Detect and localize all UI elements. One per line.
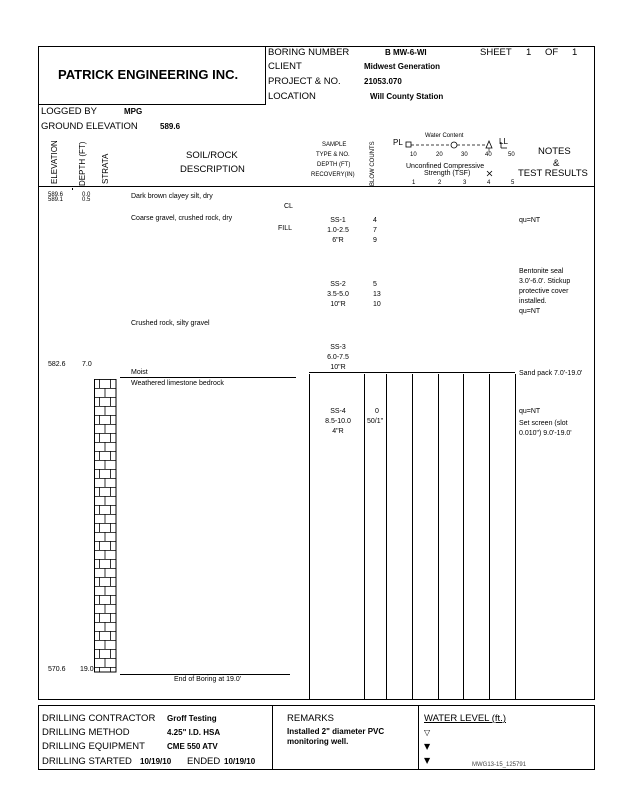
equipment-label: DRILLING EQUIPMENT	[42, 741, 145, 752]
sample-ss3-recovery: 10"R	[330, 364, 346, 371]
water-level-symbol-1: ▽	[424, 728, 431, 737]
sample-ss2-depth: 3.5-5.0	[327, 291, 349, 298]
ss1-blow-1: 4	[373, 217, 377, 224]
col-desc-2: DESCRIPTION	[180, 164, 245, 175]
col-notes-3: TEST RESULTS	[518, 168, 588, 179]
top-elevation-b: 589.1	[48, 197, 64, 203]
location-value: Will County Station	[370, 92, 444, 101]
col-line-depth	[72, 188, 73, 190]
ll-label: LL	[499, 137, 508, 146]
desc-weathered-limestone: Weathered limestone bedrock	[131, 380, 224, 387]
ss2-blow-3: 10	[373, 301, 381, 308]
ground-elevation-label: GROUND ELEVATION	[41, 121, 138, 132]
top-elevation-a: 589.6	[48, 192, 64, 198]
col-notes-2: &	[553, 158, 560, 169]
ended-value: 10/19/10	[224, 757, 256, 766]
col-line-blows-left	[364, 374, 365, 699]
note-qu-3: qu=NT	[519, 408, 541, 415]
water-level-symbol-3: ▼	[424, 756, 431, 765]
document-id: MWG13-15_125791	[472, 762, 527, 768]
company-name: PATRICK ENGINEERING INC.	[58, 67, 239, 82]
water-content-label: Water Content	[425, 133, 464, 139]
col-strata: STRATA	[101, 153, 110, 184]
col-line-notes-left	[515, 374, 516, 699]
footer-div-2	[418, 705, 419, 770]
note-bentonite-4: installed.	[519, 298, 547, 305]
started-value: 10/19/10	[140, 757, 172, 766]
water-level-symbol-2: ▼	[424, 742, 431, 751]
col-sample-1: SAMPLE	[322, 142, 347, 148]
frame-right	[594, 46, 595, 700]
wc-tick-20: 20	[436, 152, 443, 158]
mid-depth: 7.0	[82, 361, 92, 368]
col-sample-3: DEPTH (FT)	[317, 162, 351, 168]
logged-by-label: LOGGED BY	[41, 106, 97, 117]
sample-ss1-id: SS-1	[330, 217, 346, 224]
col-sample-4: RECOVERY(IN)	[311, 172, 355, 178]
sample-ss4-id: SS-4	[330, 408, 346, 415]
note-qu-2: qu=NT	[519, 308, 541, 315]
method-value: 4.25" I.D. HSA	[167, 728, 221, 737]
end-of-boring: End of Boring at 19.0'	[174, 676, 242, 683]
note-sand-pack: Sand pack 7.0'-19.0'	[519, 370, 583, 377]
sample-ss3-depth: 6.0-7.5	[327, 354, 349, 361]
note-bentonite-1: Bentonite seal	[519, 268, 564, 275]
note-screen-1: Set screen (slot	[519, 420, 568, 427]
ucs-tick-5: 5	[511, 180, 515, 186]
fill-label: FILL	[278, 225, 293, 232]
ss4-blow-1: 0	[375, 408, 379, 415]
bottom-depth: 19.0	[80, 666, 94, 673]
ucs-tick-3: 3	[463, 180, 467, 186]
sample-ss1-depth: 1.0-2.5	[327, 227, 349, 234]
end-boring-line	[120, 674, 290, 675]
note-qu-1: qu=NT	[519, 217, 541, 224]
desc-coarse-gravel: Coarse gravel, crushed rock, dry	[131, 215, 233, 222]
ucs-label-1: Unconfined Compressive	[406, 163, 485, 170]
col-line-graph-3	[438, 374, 439, 699]
client-value: Midwest Generation	[364, 62, 441, 71]
ss1-blow-2: 7	[373, 227, 377, 234]
col-desc-1: SOIL/ROCK	[186, 150, 238, 161]
top-depth-a: 0.0	[82, 192, 91, 198]
mid-elevation: 582.6	[48, 361, 66, 368]
footer-bottom	[38, 769, 595, 770]
desc-crushed-rock: Crushed rock, silty gravel	[131, 320, 210, 327]
footer-top	[38, 705, 595, 706]
bottom-elevation: 570.6	[48, 666, 66, 673]
top-depth-b: 0.5	[82, 197, 91, 203]
contact-line-7ft	[120, 377, 296, 378]
project-number: 21053.070	[364, 77, 402, 86]
ucs-tick-1: 1	[412, 180, 416, 186]
col-blow-counts: BLOW COUNTS	[370, 141, 376, 186]
pl-label: PL	[393, 138, 403, 147]
col-line-graph-5	[489, 374, 490, 699]
wc-tick-10: 10	[410, 152, 417, 158]
desc-moist: Moist	[131, 369, 148, 376]
ucs-x-marker	[486, 170, 494, 178]
contractor-value: Groff Testing	[167, 714, 217, 723]
ucs-tick-4: 4	[487, 180, 491, 186]
col-line-graph-4	[463, 374, 464, 699]
sheet-of: OF	[545, 47, 559, 58]
sample-ss1-recovery: 6"R	[332, 237, 344, 244]
note-bentonite-3: protective cover	[519, 288, 569, 295]
header-divider	[265, 46, 266, 104]
ucs-tick-2: 2	[438, 180, 442, 186]
note-bentonite-2: 3.0'-6.0'. Stickup	[519, 278, 571, 285]
col-sample-2: TYPE & NO.	[316, 152, 350, 158]
sheet-number: 1	[526, 47, 532, 58]
sheet-label: SHEET	[480, 47, 512, 58]
footer-div-1	[272, 705, 273, 770]
frame-bottom	[38, 699, 595, 700]
contractor-label: DRILLING CONTRACTOR	[42, 713, 156, 724]
location-label: LOCATION	[268, 91, 316, 102]
col-depth: DEPTH (FT)	[78, 141, 87, 186]
header-bottom-line	[38, 104, 266, 105]
footer-right	[594, 705, 595, 770]
ss2-blow-2: 13	[373, 291, 381, 298]
ucs-label-2: Strength (TSF)	[424, 170, 471, 177]
col-line-graph-2	[412, 374, 413, 699]
desc-dark-brown-silt: Dark brown clayey silt, dry	[131, 193, 213, 200]
frame-left	[38, 46, 39, 700]
footer-left	[38, 705, 39, 770]
sample-ss2-recovery: 10"R	[330, 301, 346, 308]
method-label: DRILLING METHOD	[42, 727, 130, 738]
sample-ss2-id: SS-2	[330, 281, 346, 288]
column-header-bottom	[38, 186, 595, 187]
well-annulus-line	[309, 372, 515, 373]
col-line-graph-1	[386, 374, 387, 699]
ss2-blow-1: 5	[373, 281, 377, 288]
wc-tick-50: 50	[508, 152, 515, 158]
col-elevation: ELEVATION	[50, 140, 59, 184]
boring-number: B MW-6-WI	[385, 48, 427, 57]
client-label: CLIENT	[268, 61, 302, 72]
col-line-samples-left	[309, 374, 310, 699]
sheet-total: 1	[572, 47, 578, 58]
wc-tick-40: 40	[485, 152, 492, 158]
sample-ss4-recovery: 4"R	[332, 428, 344, 435]
wc-tick-30: 30	[461, 152, 468, 158]
sample-ss3-id: SS-3	[330, 344, 346, 351]
ground-elevation-value: 589.6	[160, 122, 181, 131]
project-label: PROJECT & NO.	[268, 76, 341, 87]
col-notes-1: NOTES	[538, 146, 571, 157]
logged-by-value: MPG	[124, 107, 143, 116]
remarks-label: REMARKS	[287, 713, 334, 724]
started-label: DRILLING STARTED	[42, 756, 132, 767]
sample-ss4-depth: 8.5-10.0	[325, 418, 351, 425]
ss1-blow-3: 9	[373, 237, 377, 244]
water-level-label: WATER LEVEL (ft.)	[424, 713, 506, 724]
ended-label: ENDED	[187, 756, 221, 767]
uscs-cl: CL	[284, 203, 293, 210]
ss4-blow-2: 50/1"	[367, 418, 384, 425]
note-screen-2: 0.010") 9.0'-19.0'	[519, 430, 572, 437]
boring-number-label: BORING NUMBER	[268, 47, 350, 58]
remarks-text: Installed 2" diameter PVC monitoring well.	[287, 727, 385, 746]
strata-limestone-pattern	[94, 379, 117, 673]
equipment-value: CME 550 ATV	[167, 742, 218, 751]
